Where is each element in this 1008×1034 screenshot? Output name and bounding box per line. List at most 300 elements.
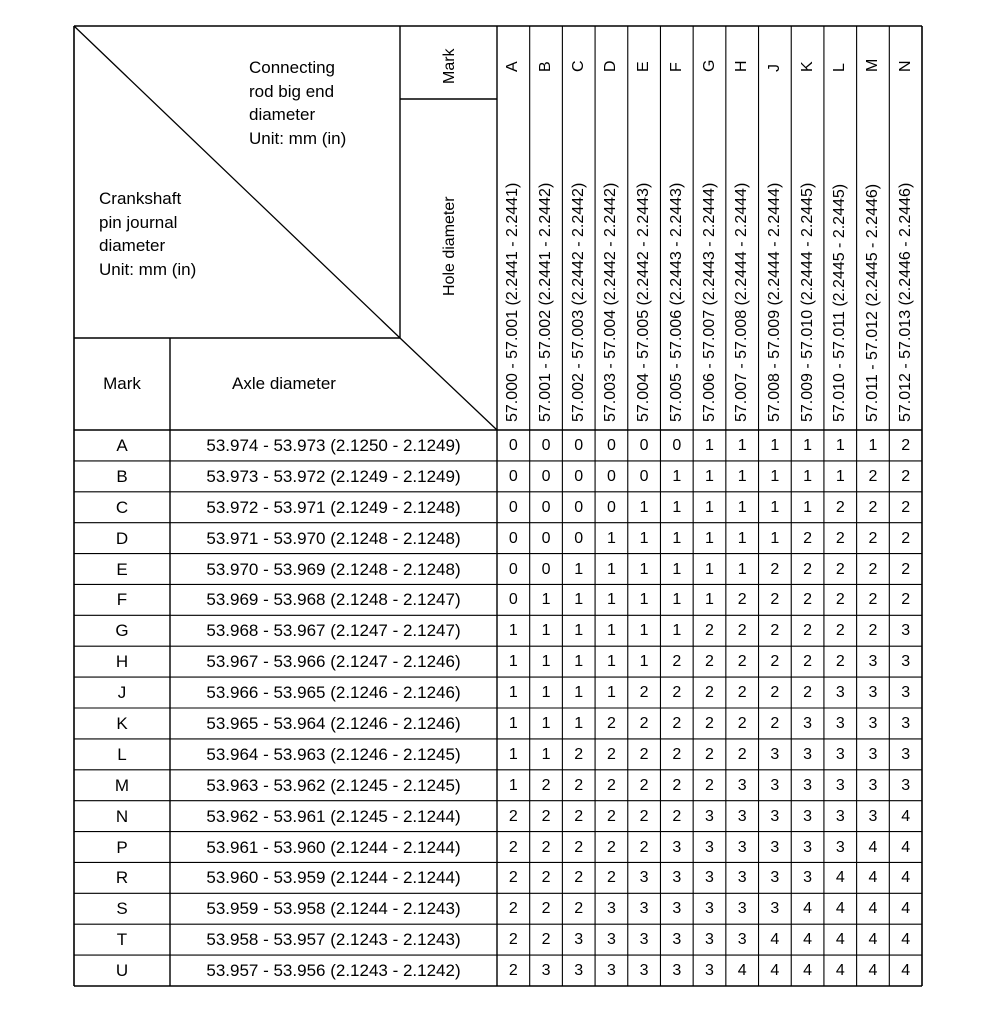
column-hole-diameter: 57.009 - 57.010 (2.2444 - 2.2445) — [798, 182, 816, 422]
grade-cell: 2 — [672, 715, 682, 732]
grade-cell: 2 — [541, 900, 551, 918]
grade-cell: 1 — [639, 653, 649, 671]
grade-cell: 3 — [639, 962, 649, 980]
grade-cell: 0 — [541, 467, 551, 485]
rod-label-line: rod big end — [249, 81, 335, 101]
row-axle-diameter: 53.972 - 53.971 (2.1249 - 2.1248) — [206, 497, 461, 517]
grade-cell: 4 — [901, 962, 911, 980]
grade-cell: 2 — [770, 653, 780, 671]
grade-cell: 1 — [574, 684, 584, 702]
grade-cell: 0 — [508, 529, 518, 547]
grade-cell: 2 — [541, 869, 551, 887]
grade-cell: 3 — [868, 807, 878, 825]
grade-cell: 2 — [606, 715, 616, 732]
grade-cell: 2 — [672, 776, 682, 794]
column-mark: A — [504, 61, 522, 72]
grade-cell: 3 — [705, 869, 714, 887]
grade-cell: 2 — [835, 622, 845, 640]
grade-cell: 2 — [574, 838, 584, 856]
grade-cell: 4 — [770, 931, 780, 949]
column-hole-diameter: 57.002 - 57.003 (2.2442 - 2.2442) — [569, 182, 587, 422]
grade-cell: 1 — [606, 684, 616, 702]
grade-cell: 1 — [508, 653, 518, 671]
column-hole-diameter: 57.008 - 57.009 (2.2444 - 2.2444) — [765, 182, 783, 422]
column-hole-diameter: 57.001 - 57.002 (2.2441 - 2.2442) — [537, 182, 555, 422]
grade-cell: 1 — [541, 745, 551, 763]
grade-cell: 3 — [835, 684, 845, 702]
grade-cell: 1 — [606, 653, 616, 671]
grade-cell: 1 — [705, 467, 714, 485]
grade-cell: 3 — [868, 653, 878, 671]
column-mark: N — [896, 60, 914, 72]
grade-cell: 2 — [868, 529, 878, 547]
grade-cell: 3 — [606, 962, 616, 980]
grade-cell: 3 — [606, 931, 616, 949]
grade-cell: 2 — [574, 776, 584, 794]
column-mark: F — [667, 62, 685, 72]
grade-cell: 4 — [868, 838, 878, 856]
row-mark: R — [115, 868, 129, 888]
grade-cell: 3 — [835, 807, 845, 825]
grade-cell: 2 — [574, 900, 584, 918]
grade-cell: 2 — [672, 653, 682, 671]
grade-cell: 1 — [574, 653, 584, 671]
grade-cell: 2 — [639, 684, 649, 702]
grade-cell: 2 — [737, 684, 747, 702]
column-hole-diameter: 57.011 - 57.012 (2.2445 - 2.2446) — [863, 183, 881, 422]
grade-cell: 0 — [574, 529, 584, 547]
grade-cell: 4 — [868, 900, 878, 918]
grade-cell: 1 — [639, 529, 649, 547]
grade-cell: 1 — [672, 529, 682, 547]
grade-cell: 1 — [672, 560, 682, 578]
grade-cell: 4 — [901, 931, 911, 949]
grade-cell: 3 — [705, 962, 714, 980]
grade-cell: 4 — [770, 962, 780, 980]
grade-cell: 3 — [770, 745, 780, 763]
grade-cell: 3 — [868, 715, 878, 732]
grade-cell: 1 — [803, 437, 813, 454]
grade-cell: 2 — [803, 591, 813, 609]
column-hole-diameter: 57.012 - 57.013 (2.2446 - 2.2446) — [896, 182, 914, 422]
row-mark: U — [115, 961, 129, 981]
grade-cell: 3 — [803, 776, 813, 794]
grade-cell: 2 — [508, 931, 518, 949]
grade-cell: 2 — [639, 776, 649, 794]
grade-cell: 3 — [705, 807, 714, 825]
grade-cell: 2 — [803, 529, 813, 547]
grade-cell: 1 — [541, 591, 551, 609]
row-mark: T — [116, 930, 128, 950]
grade-cell: 3 — [737, 931, 747, 949]
grade-cell: 1 — [770, 498, 780, 516]
row-mark: N — [115, 806, 129, 826]
grade-cell: 0 — [541, 560, 551, 578]
grade-cell: 1 — [737, 437, 747, 454]
grade-cell: 2 — [868, 498, 878, 516]
grade-cell: 2 — [639, 838, 649, 856]
grade-cell: 2 — [770, 622, 780, 640]
grade-cell: 1 — [606, 529, 616, 547]
grade-cell: 1 — [737, 498, 747, 516]
grade-cell: 4 — [901, 869, 911, 887]
diagonal-line — [400, 338, 497, 430]
row-mark: H — [115, 652, 129, 672]
grade-cell: 2 — [868, 560, 878, 578]
grade-cell: 3 — [901, 776, 911, 794]
row-mark: F — [116, 590, 128, 610]
grade-cell: 2 — [606, 838, 616, 856]
grade-cell: 2 — [737, 653, 747, 671]
grade-cell: 2 — [705, 776, 714, 794]
grade-cell: 1 — [508, 684, 518, 702]
grade-cell: 2 — [541, 776, 551, 794]
grade-cell: 1 — [606, 591, 616, 609]
grade-cell: 3 — [639, 931, 649, 949]
grade-cell: 1 — [574, 560, 584, 578]
row-axle-diameter: 53.971 - 53.970 (2.1248 - 2.1248) — [206, 528, 461, 548]
grade-cell: 2 — [901, 437, 911, 454]
grade-cell: 2 — [868, 622, 878, 640]
column-mark-label: Mark — [441, 48, 458, 84]
rod-label-line: Connecting — [249, 58, 336, 77]
grade-cell: 2 — [901, 467, 911, 485]
grade-cell: 1 — [508, 715, 518, 732]
grade-cell: 2 — [868, 467, 878, 485]
grade-cell: 3 — [868, 776, 878, 794]
grade-cell: 0 — [574, 498, 584, 516]
column-mark: B — [537, 61, 555, 72]
grade-cell: 0 — [606, 437, 616, 454]
row-mark: J — [117, 683, 127, 703]
grade-cell: 3 — [574, 962, 584, 980]
grade-cell: 0 — [541, 529, 551, 547]
grade-cell: 4 — [803, 931, 813, 949]
grade-cell: 2 — [770, 684, 780, 702]
grade-cell: 1 — [541, 622, 551, 640]
grade-cell: 3 — [901, 745, 911, 763]
grade-cell: 2 — [574, 745, 584, 763]
grade-cell: 1 — [508, 745, 518, 763]
grade-cell: 4 — [803, 900, 813, 918]
grade-cell: 1 — [705, 498, 714, 516]
grade-cell: 0 — [639, 467, 649, 485]
grade-cell: 1 — [672, 622, 682, 640]
row-mark-label: Mark — [103, 374, 141, 393]
row-axle-diameter: 53.962 - 53.961 (2.1245 - 2.1244) — [206, 806, 461, 826]
grade-cell: 4 — [835, 869, 845, 887]
grade-cell: 1 — [639, 591, 649, 609]
grade-cell: 4 — [868, 931, 878, 949]
grade-cell: 1 — [639, 498, 649, 516]
grade-cell: 3 — [901, 715, 911, 732]
row-axle-diameter: 53.964 - 53.963 (2.1246 - 2.1245) — [206, 744, 461, 764]
column-mark: G — [700, 59, 718, 72]
grade-cell: 3 — [901, 684, 911, 702]
grade-cell: 1 — [737, 560, 747, 578]
grade-cell: 1 — [705, 591, 714, 609]
row-axle-diameter: 53.960 - 53.959 (2.1244 - 2.1244) — [206, 868, 461, 888]
row-axle-diameter: 53.969 - 53.968 (2.1248 - 2.1247) — [206, 590, 461, 610]
row-axle-diameter: 53.959 - 53.958 (2.1244 - 2.1243) — [206, 899, 461, 919]
grade-cell: 2 — [541, 807, 551, 825]
grade-cell: 3 — [737, 838, 747, 856]
grade-cell: 1 — [541, 715, 551, 732]
row-mark: C — [115, 497, 129, 517]
grade-cell: 1 — [606, 560, 616, 578]
grade-cell: 1 — [705, 529, 714, 547]
row-mark: L — [117, 744, 127, 764]
grade-cell: 2 — [737, 591, 747, 609]
grade-cell: 1 — [705, 560, 714, 578]
grade-cell: 1 — [803, 498, 813, 516]
grade-cell: 3 — [835, 838, 845, 856]
grade-cell: 3 — [737, 807, 747, 825]
column-mark: E — [635, 61, 653, 72]
row-mark: A — [116, 436, 128, 455]
grade-cell: 2 — [901, 560, 911, 578]
grade-cell: 2 — [541, 838, 551, 856]
grade-cell: 2 — [705, 653, 714, 671]
crank-label-line: Unit: mm (in) — [99, 259, 197, 279]
column-hole-diameter: 57.010 - 57.011 (2.2445 - 2.2445) — [831, 183, 849, 422]
grade-cell: 2 — [672, 807, 682, 825]
grade-cell: 2 — [672, 684, 682, 702]
grade-cell: 3 — [770, 776, 780, 794]
grade-cell: 1 — [705, 437, 714, 454]
row-axle-diameter: 53.963 - 53.962 (2.1245 - 2.1245) — [206, 775, 461, 795]
grade-cell: 2 — [606, 807, 616, 825]
grade-cell: 2 — [835, 560, 845, 578]
grade-cell: 2 — [606, 869, 616, 887]
column-mark: K — [798, 61, 816, 72]
grade-cell: 2 — [835, 591, 845, 609]
row-mark: K — [116, 714, 128, 733]
grade-cell: 0 — [508, 498, 518, 516]
grade-cell: 1 — [835, 467, 845, 485]
grade-cell: 2 — [835, 529, 845, 547]
grade-cell: 2 — [803, 684, 813, 702]
grade-cell: 4 — [835, 962, 845, 980]
grade-cell: 1 — [639, 560, 649, 578]
grade-cell: 4 — [835, 900, 845, 918]
diagonal-line — [74, 26, 400, 338]
grade-cell: 0 — [639, 437, 649, 454]
grade-cell: 2 — [705, 684, 714, 702]
row-mark: S — [116, 899, 128, 919]
axle-diameter-label: Axle diameter — [232, 374, 336, 393]
grade-cell: 2 — [901, 591, 911, 609]
row-mark: P — [116, 837, 128, 857]
hole-diameter-label: Hole diameter — [441, 196, 458, 296]
grade-cell: 0 — [508, 591, 518, 609]
grade-cell: 2 — [737, 622, 747, 640]
column-mark: L — [831, 63, 849, 72]
grade-cell: 3 — [737, 776, 747, 794]
column-mark: H — [733, 60, 751, 72]
grade-cell: 2 — [835, 498, 845, 516]
grade-cell: 1 — [737, 529, 747, 547]
grade-cell: 3 — [901, 622, 911, 640]
grade-cell: 2 — [835, 653, 845, 671]
column-hole-diameter: 57.007 - 57.008 (2.2444 - 2.2444) — [733, 182, 751, 422]
row-axle-diameter: 53.961 - 53.960 (2.1244 - 2.1244) — [206, 837, 461, 857]
grade-cell: 2 — [541, 931, 551, 949]
grade-cell: 2 — [901, 498, 911, 516]
grade-cell: 1 — [541, 653, 551, 671]
row-mark: D — [115, 528, 129, 548]
grade-cell: 1 — [672, 467, 682, 485]
grade-cell: 3 — [803, 869, 813, 887]
row-axle-diameter: 53.957 - 53.956 (2.1243 - 2.1242) — [206, 961, 461, 981]
grade-cell: 4 — [901, 807, 911, 825]
grade-cell: 2 — [508, 869, 518, 887]
grade-cell: 1 — [737, 467, 747, 485]
grade-cell: 3 — [901, 653, 911, 671]
grade-cell: 1 — [574, 715, 584, 732]
grade-cell: 1 — [508, 776, 518, 794]
column-hole-diameter: 57.004 - 57.005 (2.2442 - 2.2443) — [635, 182, 653, 422]
grade-cell: 2 — [508, 900, 518, 918]
grade-cell: 2 — [639, 745, 649, 763]
grade-cell: 4 — [868, 962, 878, 980]
grade-cell: 2 — [868, 591, 878, 609]
grade-cell: 2 — [737, 745, 747, 763]
grade-cell: 3 — [803, 807, 813, 825]
grade-cell: 0 — [541, 437, 551, 454]
grade-cell: 3 — [705, 900, 714, 918]
grade-cell: 4 — [868, 869, 878, 887]
grade-cell: 3 — [737, 900, 747, 918]
row-axle-diameter: 53.967 - 53.966 (2.1247 - 2.1246) — [206, 652, 461, 672]
grade-cell: 3 — [606, 900, 616, 918]
grade-cell: 3 — [672, 900, 682, 918]
grade-cell: 3 — [705, 931, 714, 949]
grade-cell: 3 — [803, 745, 813, 763]
grade-cell: 2 — [770, 715, 780, 732]
column-hole-diameter: 57.005 - 57.006 (2.2443 - 2.2443) — [667, 182, 685, 422]
grade-cell: 2 — [901, 529, 911, 547]
column-mark: M — [863, 58, 881, 72]
grade-cell: 3 — [770, 838, 780, 856]
crank-label-line: diameter — [99, 236, 166, 255]
grade-cell: 1 — [639, 622, 649, 640]
rod-diameter-label — [249, 56, 346, 150]
grade-cell: 2 — [508, 962, 518, 980]
grade-cell: 1 — [835, 437, 845, 454]
crank-diameter-label — [99, 187, 196, 281]
row-axle-diameter: 53.973 - 53.972 (2.1249 - 2.1249) — [206, 466, 461, 486]
grade-cell: 2 — [574, 807, 584, 825]
grade-cell: 3 — [803, 838, 813, 856]
rod-label-line: diameter — [249, 105, 316, 124]
grade-cell: 0 — [672, 437, 682, 454]
grade-cell: 1 — [770, 529, 780, 547]
grade-cell: 0 — [508, 560, 518, 578]
grade-cell: 2 — [606, 776, 616, 794]
row-mark: E — [116, 559, 128, 579]
grade-cell: 0 — [574, 467, 584, 485]
grade-cell: 3 — [737, 869, 747, 887]
grade-cell: 2 — [508, 807, 518, 825]
grade-cell: 3 — [574, 931, 584, 949]
grade-cell: 2 — [639, 807, 649, 825]
grade-cell: 1 — [803, 467, 813, 485]
grade-cell: 0 — [541, 498, 551, 516]
grade-cell: 3 — [639, 869, 649, 887]
grade-cell: 0 — [574, 437, 584, 454]
row-axle-diameter: 53.968 - 53.967 (2.1247 - 2.1247) — [206, 621, 461, 641]
crank-label-line: pin journal — [99, 212, 178, 232]
grade-cell: 0 — [606, 498, 616, 516]
column-hole-diameter: 57.000 - 57.001 (2.2441 - 2.2441) — [504, 182, 522, 422]
column-mark: C — [569, 60, 587, 72]
column-hole-diameter: 57.003 - 57.004 (2.2442 - 2.2442) — [602, 182, 620, 422]
grade-cell: 3 — [770, 900, 780, 918]
row-axle-diameter: 53.970 - 53.969 (2.1248 - 2.1248) — [206, 559, 461, 579]
grade-cell: 0 — [606, 467, 616, 485]
grade-cell: 1 — [574, 622, 584, 640]
crank-label-line: Crankshaft — [99, 189, 182, 208]
grade-cell: 3 — [803, 715, 813, 732]
grade-cell: 3 — [868, 745, 878, 763]
grade-cell: 2 — [770, 591, 780, 609]
rod-label-line: Unit: mm (in) — [249, 128, 347, 148]
grade-cell: 3 — [770, 869, 780, 887]
grade-cell: 0 — [508, 467, 518, 485]
grade-cell: 2 — [705, 622, 714, 640]
grade-cell: 4 — [835, 931, 845, 949]
grade-cell: 2 — [672, 745, 682, 763]
grade-cell: 1 — [541, 684, 551, 702]
grade-cell: 2 — [574, 869, 584, 887]
grade-cell: 4 — [803, 962, 813, 980]
grade-cell: 3 — [672, 869, 682, 887]
grade-cell: 1 — [868, 437, 878, 454]
row-mark: G — [115, 621, 129, 641]
row-mark: B — [116, 466, 128, 486]
grade-cell: 2 — [803, 653, 813, 671]
grade-cell: 4 — [901, 838, 911, 856]
grade-cell: 3 — [770, 807, 780, 825]
grade-cell: 3 — [835, 715, 845, 732]
row-axle-diameter: 53.965 - 53.964 (2.1246 - 2.1246) — [206, 714, 461, 733]
grade-cell: 2 — [639, 715, 649, 732]
grade-cell: 1 — [770, 467, 780, 485]
grade-cell: 2 — [737, 715, 747, 732]
grade-cell: 3 — [672, 838, 682, 856]
grade-cell: 1 — [672, 591, 682, 609]
grade-cell: 2 — [705, 745, 714, 763]
row-mark: M — [114, 775, 130, 795]
grade-cell: 3 — [868, 684, 878, 702]
grade-cell: 1 — [574, 591, 584, 609]
grade-cell: 4 — [737, 962, 747, 980]
grade-cell: 4 — [901, 900, 911, 918]
grade-cell: 2 — [803, 622, 813, 640]
grade-cell: 1 — [508, 622, 518, 640]
row-axle-diameter: 53.974 - 53.973 (2.1250 - 2.1249) — [206, 436, 461, 455]
grade-cell: 2 — [606, 745, 616, 763]
grade-cell: 2 — [508, 838, 518, 856]
grade-cell: 3 — [672, 931, 682, 949]
grade-cell: 1 — [672, 498, 682, 516]
grade-cell: 2 — [705, 715, 714, 732]
grade-cell: 2 — [803, 560, 813, 578]
grade-cell: 3 — [639, 900, 649, 918]
row-axle-diameter: 53.958 - 53.957 (2.1243 - 2.1243) — [206, 930, 461, 950]
grade-cell: 3 — [541, 962, 551, 980]
